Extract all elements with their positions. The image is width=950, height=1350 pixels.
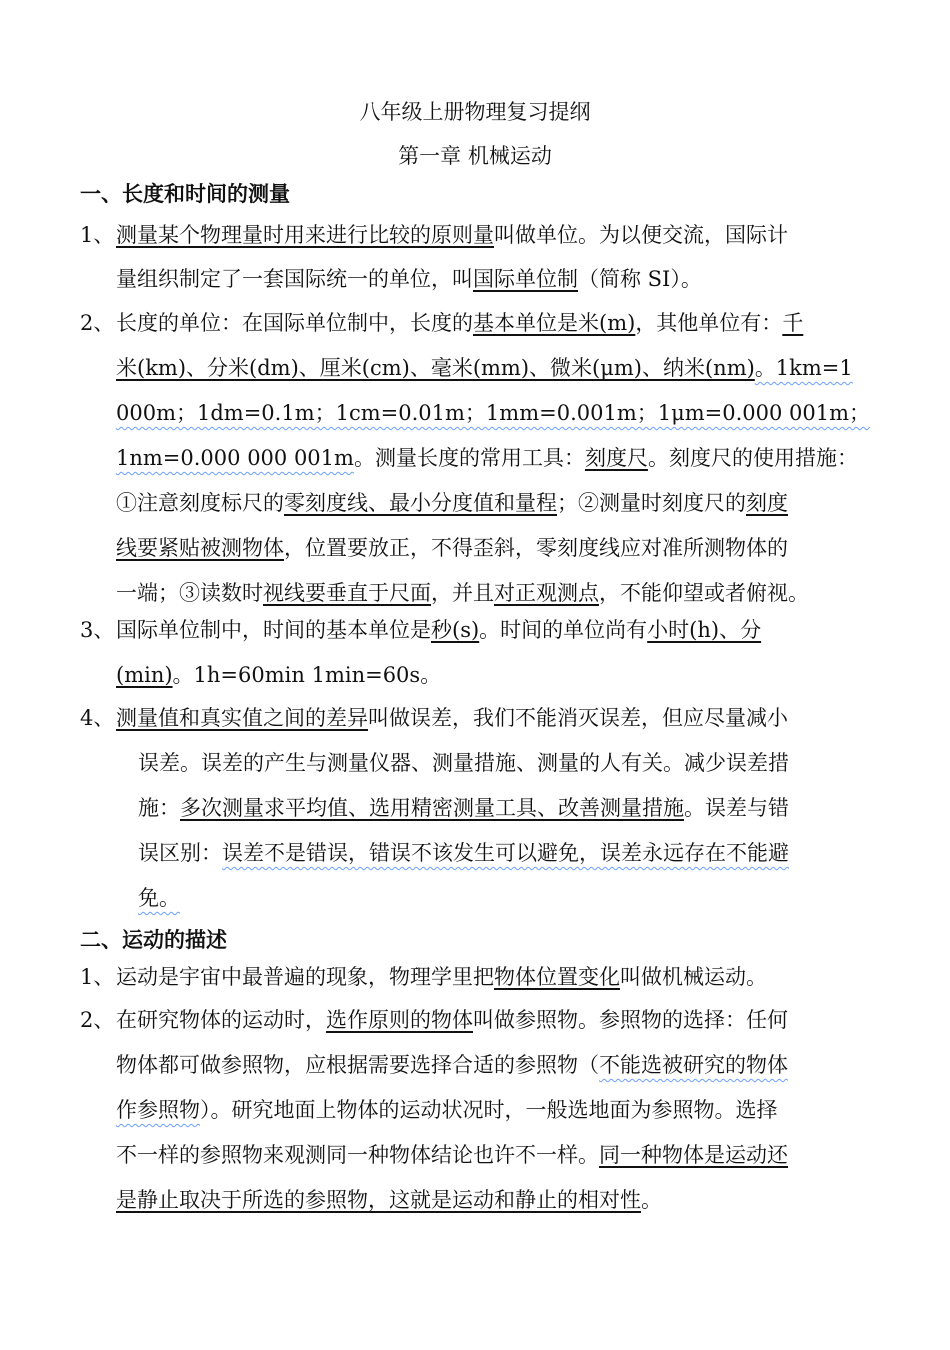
text: 叫做单位。为以便交流，国际计: [494, 223, 788, 247]
text: ；②测量时刻度尺的: [557, 491, 746, 515]
text: 1nm=0.000 000 001m: [116, 446, 354, 470]
key-phrase: (min): [116, 663, 173, 687]
text-line: [116, 1093, 778, 1127]
text-line: [116, 306, 803, 340]
text: 。: [641, 1188, 662, 1212]
text-line: [116, 576, 809, 610]
key-phrase: 是静止取决于所选的参照物，这就是运动和静止的相对性: [116, 1188, 641, 1212]
text-line: [116, 1003, 788, 1037]
text: 误区别：: [138, 841, 222, 865]
text-line: [138, 791, 789, 825]
key-phrase: 测量某个物理量时用来进行比较的原则量: [116, 223, 494, 247]
section-heading-motion: 二、运动的描述: [80, 928, 227, 952]
text: 不能选被研究的物体: [599, 1053, 788, 1077]
key-phrase: 同一种物体是运动还: [599, 1143, 788, 1167]
text: 。1h=60min 1min=60s。: [172, 663, 442, 687]
text-line: [116, 486, 788, 520]
text-line: [116, 351, 853, 385]
text: ，并且: [431, 581, 494, 605]
text: （简称 SI）。: [578, 267, 702, 291]
text: 。刻度尺的使用措施：: [647, 446, 858, 470]
text: ，其他单位有：: [635, 311, 783, 335]
text: 。测量长度的常用工具：: [353, 446, 585, 470]
key-phrase: 零刻度线、最小分度值和量程: [284, 491, 557, 515]
key-phrase: 国际单位制: [473, 267, 578, 291]
item-number: 1、: [80, 965, 115, 989]
text: 叫做误差，我们不能消灭误差，但应尽量减小: [368, 706, 788, 730]
item-number: 1、: [80, 223, 115, 247]
text-line: [116, 960, 767, 994]
text: 一端；③读数时: [116, 581, 263, 605]
key-phrase: 对正观测点: [494, 581, 599, 605]
item-number: 3、: [80, 618, 115, 642]
key-phrase: 视线要垂直于尺面: [263, 581, 431, 605]
text-line: [116, 218, 788, 252]
item-number: 4、: [80, 706, 115, 730]
key-phrase: 刻度: [746, 491, 788, 515]
text-line: [116, 1048, 788, 1082]
text: 。误差与错: [684, 796, 789, 820]
key-phrase: 测量值和真实值之间的差异: [116, 706, 368, 730]
text-line: [116, 658, 441, 692]
text: 量组织制定了一套国际统一的单位，叫: [116, 267, 473, 291]
text-line: [116, 262, 702, 296]
text: 施：: [138, 796, 180, 820]
text: ）。研究地面上物体的运动状况时，一般选地面为参照物。选择: [200, 1098, 778, 1122]
key-phrase: 基本单位是米(m): [473, 311, 636, 335]
text-line: [116, 1183, 662, 1217]
text: ①注意刻度标尺的: [116, 491, 284, 515]
text: 叫做参照物。参照物的选择：任何: [473, 1008, 788, 1032]
text: 。时间的单位尚有: [479, 618, 648, 642]
text: 长度的单位：在国际单位制中，长度的: [116, 311, 473, 335]
section-heading-measurement: 一、长度和时间的测量: [80, 182, 290, 206]
key-phrase: 小时(h)、分: [647, 618, 762, 642]
key-phrase: 多次测量求平均值、选用精密测量工具、改善测量措施: [180, 796, 684, 820]
chapter-title: 第一章 机械运动: [398, 144, 552, 168]
text: ，不能仰望或者俯视。: [599, 581, 809, 605]
text: 。1km=1: [754, 356, 853, 380]
text: 在研究物体的运动时，: [116, 1008, 326, 1032]
text-line: [138, 836, 789, 870]
item-number: 2、: [80, 1008, 115, 1032]
text: 运动是宇宙中最普遍的现象，物理学里把: [116, 965, 494, 989]
text-line: [116, 613, 761, 647]
key-phrase: 米(km)、分米(dm)、厘米(cm)、毫米(mm)、微米(μm)、纳米(nm): [116, 356, 755, 380]
text: 叫做机械运动。: [620, 965, 767, 989]
document-title: 八年级上册物理复习提纲: [359, 100, 591, 124]
key-phrase: 秒(s): [431, 618, 480, 642]
text: ，位置要放正，不得歪斜，零刻度线应对准所测物体的: [284, 536, 788, 560]
item-number: 2、: [80, 311, 115, 335]
key-phrase: 选作原则的物体: [326, 1008, 473, 1032]
text: 物体都可做参照物，应根据需要选择合适的参照物（: [116, 1053, 599, 1077]
text-line: [116, 531, 788, 565]
text-line: 000m；1dm=0.1m；1cm=0.01m；1mm=0.001m；1μm=0.000 001m；: [116, 401, 871, 425]
text: 不一样的参照物来观测同一种物体结论也许不一样。: [116, 1143, 599, 1167]
text-line: 误差。误差的产生与测量仪器、测量措施、测量的人有关。减少误差措: [138, 751, 789, 775]
text: 误差不是错误，错误不该发生可以避免，误差永远存在不能避: [222, 841, 789, 865]
key-phrase: 刻度尺: [584, 446, 648, 470]
key-phrase: 物体位置变化: [494, 965, 620, 989]
text-line: [138, 881, 180, 915]
text-line: [116, 701, 788, 735]
key-phrase: 千: [782, 311, 804, 335]
text: 作参照物: [116, 1098, 200, 1122]
text: 免。: [138, 886, 180, 910]
text: 国际单位制中，时间的基本单位是: [116, 618, 431, 642]
text-line: [116, 441, 858, 475]
text-line: [116, 1138, 788, 1172]
key-phrase: 线要紧贴被测物体: [116, 536, 284, 560]
